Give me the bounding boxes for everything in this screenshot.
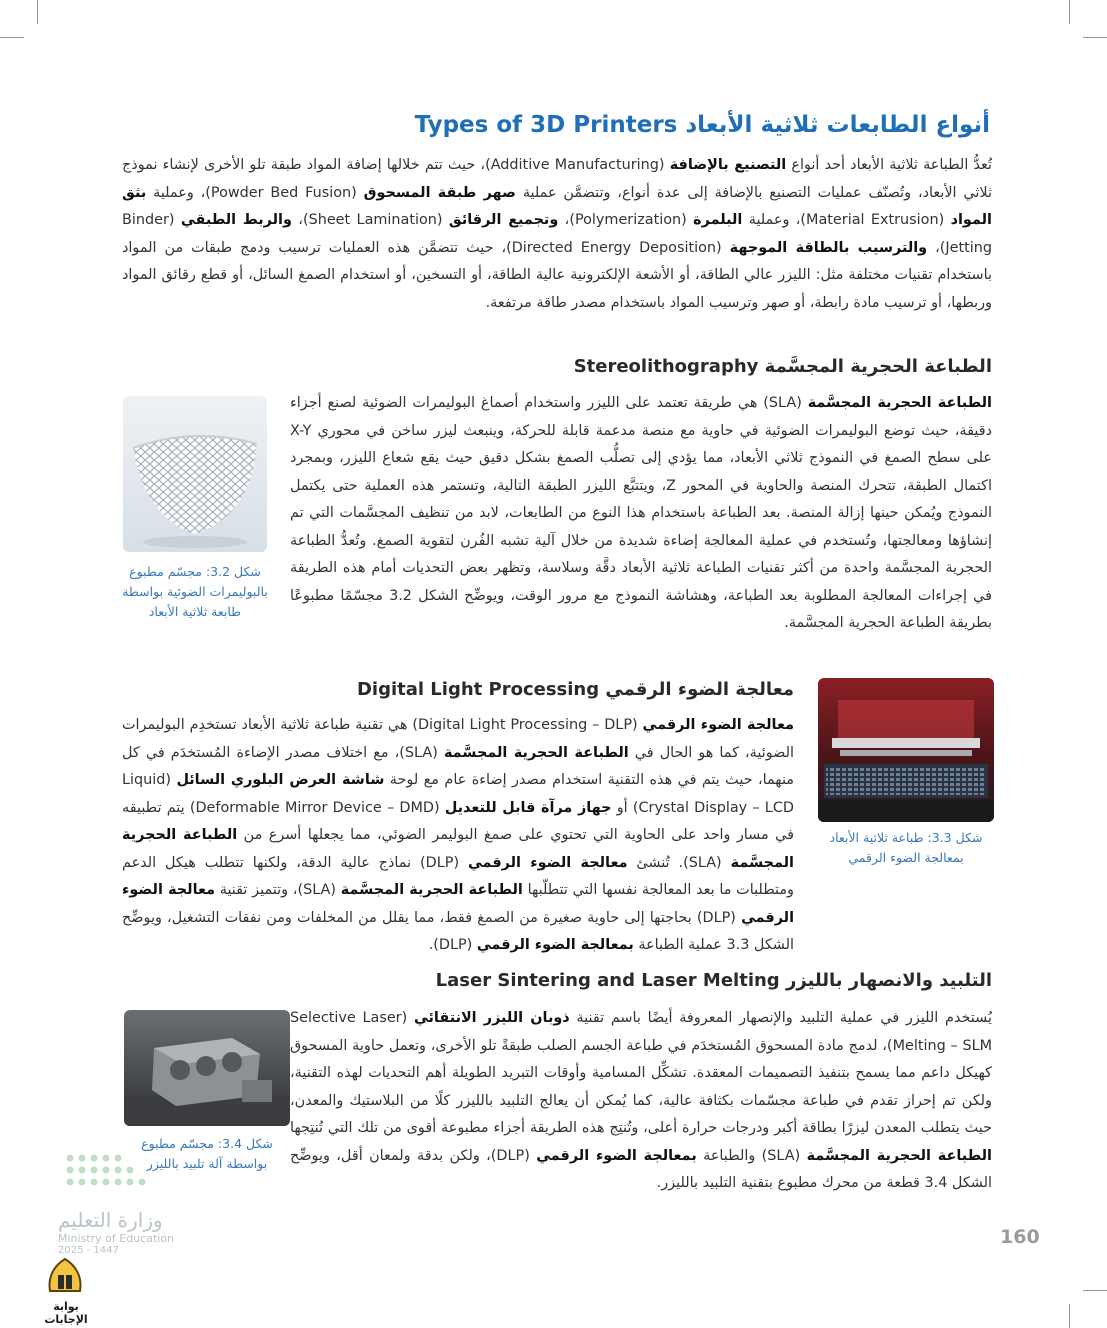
dlp-figure-caption: شكل 3.3: طباعة ثلاثية الأبعاد بمعالجة الضوء الرقمي (829, 830, 983, 865)
dlp-paragraph: معالجة الضوء الرقمي (Digital Light Processing – DLP) هي تقنية طباعة ثلاثية الأبعاد تستخدِم البوليمرات الضوئية، كما هو الحال في الطباعة الحجرية المجسَّمة (SLA)، مع اختلاف مصدر الإضاءة المُستخدَم في كل منهما، حيث يتم في هذه التقنية استخدام مصدر إضاءة عام مع لوحة شاشة العرض البلوري السائل (Liquid Crystal Display – LCD) أو جهاز مرآة قابل للتعديل (Deformable Mirror Device – DMD) يتم تطبيقه في مسار واحد على الحاوية التي تحتوي على صمغ البوليمر الضوئي، مما يجعلها أسرع من الطباعة الحجرية المجسَّمة (SLA). تُنشئ معالجة الضوء الرقمي (DLP) نماذج عالية الدقة، ولكنها تتطلب هيكل الدعم ومتطلبات ما بعد المعالجة نفسها التي تتطلّبها الطباعة الحجرية المجسَّمة (SLA)، وتتميز تقنية معالجة الضوء الرقمي (DLP) بحاجتها إلى حاوية صغيرة من الصمغ فقط، مما يقلل من المخلفات ومن نفقات التشغيل، ويوضِّح الشكل 3.3 عملية الطباعة بمعالجة الضوء الرقمي (DLP). (122, 717, 795, 953)
laser-heading: التلبيد والانصهار بالليزر Laser Sintering and Laser Melting (435, 970, 992, 991)
laser-figure-caption: شكل 3.4: مجسّم مطبوع بواسطة آلة تلبيد بالليزر (141, 1136, 273, 1171)
sla-figure-caption: شكل 3.2: مجسّم مطبوع بالبوليمرات الضوئية بواسطة طابعة ثلاثية الأبعاد (122, 564, 268, 619)
edition-year: 2025 - 1447 (58, 1245, 119, 1256)
laser-paragraph: يُستخدم الليزر في عملية التلبيد والإنصهار المعروفة أيضًا باسم تقنية ذوبان الليزر الانتقائي (Selective Laser Melting – SLM)، لدمج مادة المسحوق المُستخدَم في طباعة الجسم الصلب طبقةً تلو الأخرى، وتعمل حاوية المسحوق كهيكل داعم مما يسمح بتنفيذ التصميمات المعقدة. تشكِّل المسامية وأوقات التبريد الطويلة أهم التحديات لهذه التقنية، ولكن تم إحراز تقدم في طباعة مجسّمات بكثافة عالية، كما يُمكن أن يعالج التلبيد بالليزر كلًا من البلاستيك والمعدن، حيث يتطلب المعدن ليزرًا بطاقة أكبر ودرجات حرارة أعلى، وتُنتِج هذه الطريقة أجزاء مطبوعة أقوى من تلك التي تُنتِجها الطباعة الحجرية المجسَّمة (SLA) والطباعة بمعالجة الضوء الرقمي (DLP)، ولكن بدقة ولمعان أقل، ويوضِّح الشكل 3.4 قطعة من محرك مطبوع بتقنية التلبيد بالليزر. (290, 1010, 993, 1191)
crop-mark (1083, 37, 1107, 38)
page-number: 160 (1000, 1226, 1040, 1248)
laser-engine-part-image (124, 1010, 290, 1126)
sla-heading: الطباعة الحجرية المجسَّمة Stereolithography (573, 356, 992, 377)
dlp-printer-image (818, 678, 994, 822)
crop-mark (1069, 0, 1070, 24)
sla-printed-bowl-image (123, 396, 267, 552)
crop-mark (1083, 1290, 1107, 1291)
crop-mark (0, 37, 24, 38)
crop-mark (1069, 1304, 1070, 1328)
crop-mark (37, 0, 38, 24)
dlp-heading: معالجة الضوء الرقمي Digital Light Processing (356, 679, 794, 700)
watermark-text: بوابة الإجابات (44, 1300, 88, 1326)
sla-paragraph: الطباعة الحجرية المجسَّمة (SLA) هي طريقة تعتمد على الليزر واستخدام أصماغ البوليمرات الضوئية لصنع أجزاء دقيقة، حيث توضع البوليمرات الضوئية في حاوية مع منصة مدعمة قابلة للحركة، وينبعث ليزر ساخن في محوري X-Y على سطح الصمغ في النموذج ثلاثي الأبعاد، مما يؤدي إلى تصلُّب الصمغ بشكل دقيق حيث يقع شعاع الليزر، وبمجرد اكتمال الطبقة، تتحرك المنصة والحاوية في المحور Z، ويتتبَّع الليزر الطبقة التالية، وتستمر هذه العملية حتى يكتمل النموذج ويُمكن حينها إزالة المنصة. بعد الطباعة باستخدام هذا النوع من الطابعات، لابد من تنظيف المجسَّمات التي تم إنشاؤها ومعالجتها، وتُستخدم في عملية المعالجة إضاءة شديدة من خلال آلية تشبه الفُرن لتقوية الصمغ. وتُعدُّ الطباعة الحجرية المجسَّمة واحدة من أكثر تقنيات الطباعة ثلاثية الأبعاد دقَّة وسلاسة، وتظهر بعض التحديات أمام هذه الطريقة في إجراءات المعالجة المطلوبة بعد الطباعة، وهشاشة النموذج مع مرور الوقت، ويوضِّح الشكل 3.2 مجسّمًا مطبوعًا بطريقة الطباعة الحجرية المجسَّمة. (290, 395, 992, 631)
intro-paragraph: تُعدُّ الطباعة ثلاثية الأبعاد أحد أنواع التصنيع بالإضافة (Additive Manufacturing)، حيث تتم خلالها إضافة المواد طبقة تلو الأخرى لإنشاء نموذج ثلاثي الأبعاد، وتُصنّف عمليات التصنيع بالإضافة إلى عدة أنواع، وتتضمَّن عملية صهر طبقة المسحوق (Powder Bed Fusion)، وعملية بثق المواد (Material Extrusion)، وعملية البلمرة (Polymerization)، وتجميع الرقائق (Sheet Lamination)، والربط الطبقي (Binder Jetting)، والترسيب بالطاقة الموجهة (Directed Energy Deposition)، حيث تتضمَّن هذه العمليات ترسيب ودمج طبقات من المواد باستخدام تقنيات مختلفة مثل: الليزر عالي الطاقة، أو الأشعة الإلكترونية عالية الطاقة، أو التسخين، أو استخدام الصمغ السائل، أو قطع رقائق المواد وربطها، أو ترسيب مادة رابطة، أو صهر وترسيب المواد باستخدام مصدر طاقة مرتفعة. (122, 157, 992, 311)
page-title: أنواع الطابعات ثلاثية الأبعاد Types of 3D Printers (414, 112, 990, 138)
ministry-name-english: Ministry of Education (58, 1232, 175, 1245)
ministry-name-arabic: وزارة التعليم (58, 1208, 163, 1232)
ministry-footer (58, 1208, 208, 1256)
ministry-dots-logo-icon (60, 1150, 210, 1194)
